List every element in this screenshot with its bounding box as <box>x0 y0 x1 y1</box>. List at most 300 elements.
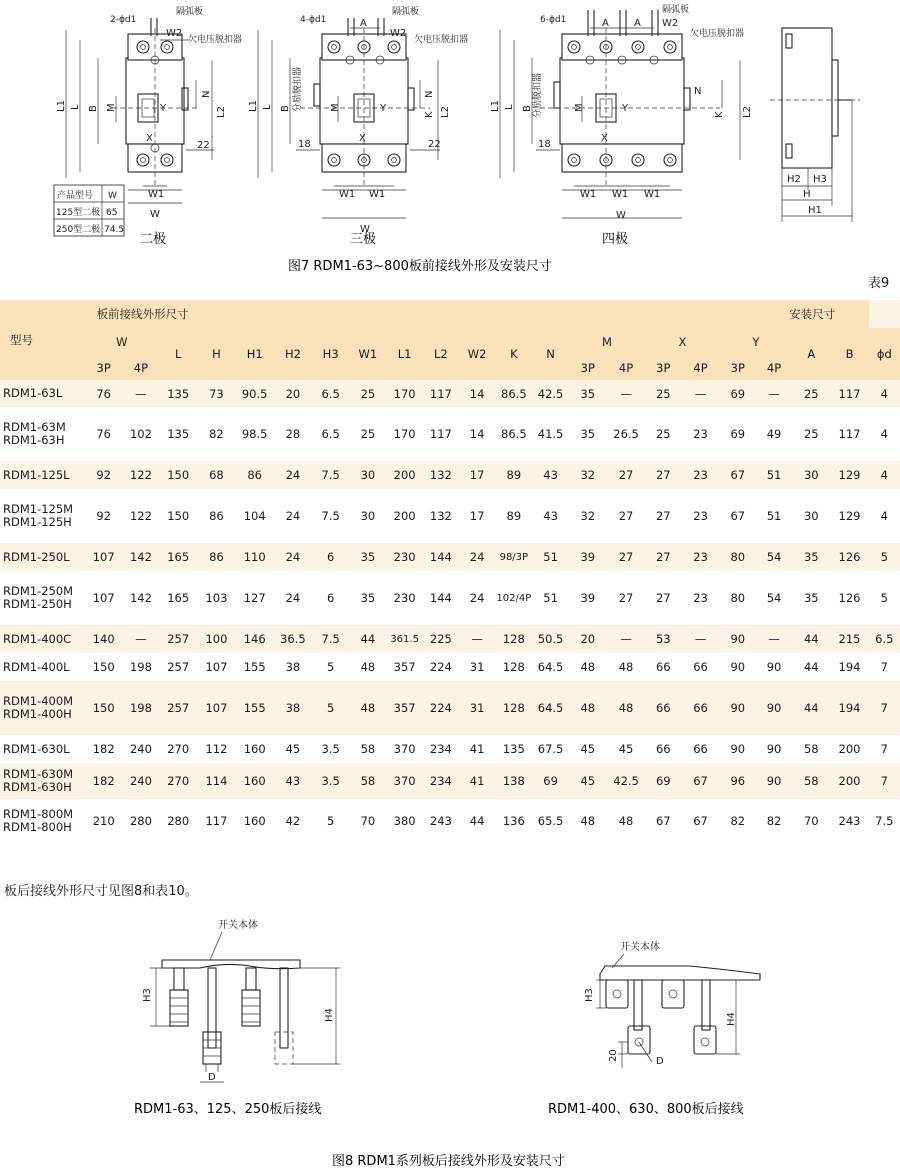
value-cell: 110 <box>243 550 266 564</box>
value-cell: 35 <box>803 550 819 564</box>
four-pole-label: 四极 <box>602 232 629 247</box>
rear-wiring-left-drawing <box>142 918 340 1083</box>
header-l2: L2 <box>423 328 459 380</box>
four-pole-dim18: 18 <box>538 139 551 150</box>
three-pole-dim18: 18 <box>298 139 311 150</box>
model-name: RDM1-125H <box>3 515 72 529</box>
value-cell: 69 <box>730 386 746 401</box>
value-cell: 92 <box>96 468 111 482</box>
value-cell: 90 <box>766 774 782 788</box>
svg-text:X: X <box>359 133 366 144</box>
model-cell <box>0 407 85 461</box>
value-cell: 5 <box>869 571 900 625</box>
value-cell: 144 <box>429 550 452 564</box>
three-pole-drawing <box>248 5 468 235</box>
dimension-table <box>0 300 900 843</box>
value-cell: 103 <box>197 571 235 625</box>
value-cell: 90 <box>720 653 756 681</box>
value-cell: 5 <box>880 550 888 564</box>
value-cell: 69 <box>720 407 756 461</box>
value-cell: 17 <box>459 489 495 543</box>
value-cell: 102/4P <box>495 571 532 625</box>
value-cell: 155 <box>236 653 274 681</box>
model-cell <box>0 763 85 799</box>
value-cell: 39 <box>569 571 607 625</box>
value-cell: 126 <box>838 550 861 564</box>
value-cell: 27 <box>618 468 634 482</box>
value-cell: 25 <box>349 407 386 461</box>
value-cell: 51 <box>766 468 782 482</box>
header-y-3p: 3P <box>720 355 756 380</box>
svg-text:W2: W2 <box>662 18 679 29</box>
value-cell: 90 <box>720 735 756 763</box>
value-cell: 54 <box>766 550 782 564</box>
value-cell: 165 <box>167 550 190 564</box>
value-cell: 27 <box>645 489 681 543</box>
value-cell: 129 <box>838 468 861 482</box>
value-cell: 200 <box>838 774 861 788</box>
value-cell: 370 <box>393 774 416 788</box>
value-cell: 82 <box>197 407 235 461</box>
model-name: RDM1-125L <box>3 467 70 482</box>
value-cell: 230 <box>393 550 416 564</box>
header-w1: W1 <box>349 328 386 380</box>
model-name: RDM1-400M <box>3 694 74 708</box>
value-cell: 53 <box>655 632 671 646</box>
value-cell: 49 <box>756 407 792 461</box>
value-cell: 155 <box>243 701 266 715</box>
value-cell: 23 <box>681 489 719 543</box>
value-cell: 45 <box>569 735 607 763</box>
value-cell: — <box>694 632 707 646</box>
model-cell <box>0 681 85 735</box>
svg-text:Y: Y <box>160 103 167 114</box>
value-cell: 64.5 <box>532 653 568 681</box>
model-name: RDM1-250H <box>3 597 72 611</box>
svg-text:K: K <box>424 111 435 118</box>
value-cell: 24 <box>274 489 312 543</box>
left-dim-d: D <box>208 1072 216 1083</box>
value-cell: 32 <box>580 468 596 482</box>
mini-table-row-2-model: 250型二极 <box>56 225 101 235</box>
two-pole-arc-plate-label: 隔弧板 <box>176 7 204 17</box>
value-cell: 67 <box>720 489 756 543</box>
model-cell <box>0 489 85 543</box>
value-cell: 67.5 <box>532 735 568 763</box>
value-cell: 6.5 <box>321 386 340 401</box>
value-cell: 86.5 <box>495 407 532 461</box>
value-cell: 224 <box>423 653 459 681</box>
value-cell: 41.5 <box>532 407 568 461</box>
value-cell: 66 <box>645 653 681 681</box>
value-cell: 24 <box>274 571 312 625</box>
model-cell <box>0 571 85 625</box>
three-pole-arc-plate-label: 隔弧板 <box>392 7 420 17</box>
value-cell: 24 <box>285 468 301 482</box>
three-pole-undervoltage-label: 欠电压脱扣器 <box>414 35 469 45</box>
svg-text:W1: W1 <box>369 189 386 200</box>
table-row <box>0 735 900 763</box>
svg-text:W: W <box>150 209 160 220</box>
value-cell: 160 <box>236 735 274 763</box>
header-w2: W2 <box>459 328 495 380</box>
value-cell: 243 <box>423 799 459 843</box>
value-cell: 165 <box>159 571 197 625</box>
value-cell: 132 <box>423 489 459 543</box>
value-cell: 107 <box>92 550 115 564</box>
value-cell: 48 <box>607 799 645 843</box>
value-cell: 69 <box>543 774 558 788</box>
value-cell: 25 <box>645 407 681 461</box>
value-cell: 89 <box>495 489 532 543</box>
value-cell: 117 <box>830 407 868 461</box>
header-m-3p: 3P <box>569 355 607 380</box>
value-cell: 50.5 <box>537 632 564 646</box>
four-pole-drawing <box>490 3 753 221</box>
value-cell: 7 <box>880 774 888 788</box>
svg-text:A: A <box>360 18 367 29</box>
value-cell: 66 <box>693 701 708 715</box>
value-cell: 42.5 <box>537 386 564 401</box>
value-cell: 24 <box>285 550 301 564</box>
value-cell: 67 <box>645 799 681 843</box>
value-cell: 86.5 <box>501 386 527 401</box>
two-pole-undervoltage-label: 欠电压脱扣器 <box>188 35 243 45</box>
value-cell: 7 <box>869 735 900 763</box>
value-cell: 66 <box>681 653 719 681</box>
svg-text:L1: L1 <box>56 100 67 112</box>
value-cell: 127 <box>236 571 274 625</box>
value-cell: 135 <box>167 386 190 401</box>
svg-text:H1: H1 <box>808 205 822 216</box>
header-n: N <box>532 328 568 380</box>
three-pole-dim22: 22 <box>428 139 441 150</box>
value-cell: 65.5 <box>532 799 568 843</box>
value-cell: 73 <box>209 386 224 401</box>
value-cell: 6.5 <box>875 632 894 646</box>
svg-text:Y: Y <box>380 103 387 114</box>
value-cell: 76 <box>96 386 111 401</box>
table-row <box>0 461 900 489</box>
value-cell: — <box>694 386 707 401</box>
value-cell: 90 <box>730 701 746 715</box>
value-cell: 96 <box>730 774 746 788</box>
header-install-group: 安装尺寸 <box>756 300 869 328</box>
value-cell: 4 <box>880 468 888 482</box>
value-cell: — <box>768 632 780 646</box>
header-w-4p: 4P <box>123 355 159 380</box>
svg-text:N: N <box>694 86 702 97</box>
value-cell: 66 <box>655 701 671 715</box>
value-cell: 136 <box>495 799 532 843</box>
model-name: RDM1-63L <box>3 386 63 400</box>
value-cell: 90 <box>756 653 792 681</box>
value-cell: 117 <box>429 386 452 401</box>
table-row <box>0 571 900 625</box>
value-cell: 24 <box>459 571 495 625</box>
value-cell: 107 <box>85 571 123 625</box>
svg-text:Y: Y <box>622 103 629 114</box>
value-cell: 14 <box>459 407 495 461</box>
value-cell: 20 <box>285 386 301 401</box>
value-cell: 102 <box>123 407 159 461</box>
svg-text:W1: W1 <box>580 189 597 200</box>
table-row <box>0 625 900 653</box>
mini-model-table <box>54 185 124 236</box>
value-cell: 48 <box>569 799 607 843</box>
header-d: ϕd <box>869 328 900 380</box>
value-cell: 4 <box>880 386 888 401</box>
svg-text:H2: H2 <box>787 174 801 185</box>
value-cell: 48 <box>607 653 645 681</box>
svg-text:B: B <box>522 105 533 112</box>
svg-text:L2: L2 <box>216 106 227 118</box>
table9-label: 表9 <box>868 276 890 291</box>
value-cell: 44 <box>792 653 830 681</box>
value-cell: 27 <box>655 468 671 482</box>
table-row <box>0 489 900 543</box>
table-row <box>0 653 900 681</box>
value-cell: 42.5 <box>613 774 639 788</box>
header-outline-group: 板前接线外形尺寸 <box>85 300 756 328</box>
model-name: RDM1-630H <box>3 780 72 794</box>
value-cell: 35 <box>792 571 830 625</box>
value-cell: 122 <box>123 489 159 543</box>
value-cell: 42 <box>274 799 312 843</box>
svg-text:X: X <box>601 133 608 144</box>
value-cell: 67 <box>730 468 746 482</box>
value-cell: 5 <box>312 799 349 843</box>
value-cell: 182 <box>92 774 115 788</box>
value-cell: 30 <box>360 468 376 482</box>
two-pole-hole-label: 2-ϕd1 <box>110 15 137 25</box>
value-cell: 128 <box>502 701 525 715</box>
model-cell <box>0 380 85 407</box>
model-name: RDM1-800M <box>3 807 74 821</box>
model-name: RDM1-400C <box>3 631 72 646</box>
value-cell: 45 <box>580 774 596 788</box>
value-cell: 23 <box>681 571 719 625</box>
four-pole-shunt-label: 分励脱扣器 <box>533 72 543 118</box>
value-cell: 25 <box>360 386 376 401</box>
model-name: RDM1-630L <box>3 741 70 756</box>
value-cell: 380 <box>387 799 423 843</box>
value-cell: 51 <box>532 571 568 625</box>
value-cell: — <box>135 632 147 646</box>
value-cell: — <box>135 386 147 401</box>
value-cell: 48 <box>569 653 607 681</box>
header-y-4p: 4P <box>756 355 792 380</box>
value-cell: 200 <box>387 489 423 543</box>
value-cell: 5 <box>312 653 349 681</box>
three-pole-hole-label: 4-ϕd1 <box>300 15 327 25</box>
value-cell: 243 <box>830 799 868 843</box>
value-cell: 45 <box>607 735 645 763</box>
value-cell: 160 <box>236 799 274 843</box>
header-m-4p: 4P <box>607 355 645 380</box>
value-cell: 230 <box>387 571 423 625</box>
mini-table-header-w: W <box>108 191 117 201</box>
value-cell: 7.5 <box>869 799 900 843</box>
value-cell: 31 <box>469 701 485 715</box>
value-cell: 7.5 <box>321 632 340 646</box>
header-w: W <box>85 328 159 355</box>
svg-text:W1: W1 <box>612 189 629 200</box>
table-row <box>0 763 900 799</box>
table-row <box>0 681 900 735</box>
svg-text:M: M <box>330 103 341 112</box>
svg-text:L2: L2 <box>742 106 753 118</box>
header-h1: H1 <box>236 328 274 380</box>
value-cell: 58 <box>803 774 819 788</box>
right-caption: RDM1-400、630、800板后接线 <box>548 1102 744 1117</box>
value-cell: 89 <box>506 468 522 482</box>
value-cell: 270 <box>159 735 197 763</box>
value-cell: 150 <box>85 653 123 681</box>
svg-text:M: M <box>106 103 117 112</box>
table-body <box>0 380 900 843</box>
value-cell: 44 <box>803 701 819 715</box>
model-name: RDM1-125M <box>3 502 74 516</box>
value-cell: 86 <box>247 468 262 482</box>
svg-text:N: N <box>424 90 435 98</box>
figure8-caption: 图8 RDM1系列板后接线外形及安装尺寸 <box>332 1154 565 1169</box>
svg-text:W: W <box>360 224 370 235</box>
value-cell: 357 <box>393 701 416 715</box>
svg-text:W: W <box>616 210 626 221</box>
value-cell: 44 <box>459 799 495 843</box>
svg-text:L1: L1 <box>490 100 501 112</box>
value-cell: 92 <box>85 489 123 543</box>
svg-text:L: L <box>504 104 515 110</box>
value-cell: 25 <box>655 386 671 401</box>
value-cell: 86 <box>197 489 235 543</box>
mini-table-row-1-w: 65 <box>106 208 118 218</box>
value-cell: 38 <box>285 701 301 715</box>
model-name: RDM1-63M <box>3 420 66 434</box>
rear-wiring-right-drawing <box>584 940 760 1068</box>
header-k: K <box>495 328 532 380</box>
value-cell: 30 <box>792 489 830 543</box>
svg-text:L1: L1 <box>248 100 259 112</box>
value-cell: 135 <box>159 407 197 461</box>
header-h: H <box>197 328 235 380</box>
value-cell: 35 <box>569 407 607 461</box>
value-cell: 160 <box>243 774 266 788</box>
model-name: RDM1-400H <box>3 707 72 721</box>
value-cell: 76 <box>85 407 123 461</box>
svg-text:N: N <box>201 90 212 98</box>
three-pole-shunt-label: 分励脱扣器 <box>293 66 303 112</box>
value-cell: 25 <box>803 386 819 401</box>
value-cell: 70 <box>349 799 386 843</box>
header-l: L <box>159 328 197 380</box>
value-cell: — <box>471 632 483 646</box>
table-row <box>0 543 900 571</box>
value-cell: 27 <box>618 550 634 564</box>
value-cell: 70 <box>792 799 830 843</box>
header-model: 型号 <box>0 300 85 380</box>
svg-text:L: L <box>262 104 273 110</box>
value-cell: 142 <box>129 550 152 564</box>
value-cell: 86 <box>209 550 224 564</box>
value-cell: 90 <box>730 632 746 646</box>
svg-text:H: H <box>803 189 811 200</box>
value-cell: 234 <box>423 735 459 763</box>
value-cell: 67 <box>693 774 708 788</box>
header-x-4p: 4P <box>681 355 719 380</box>
value-cell: 210 <box>85 799 123 843</box>
side-view-drawing <box>770 28 860 222</box>
figure7-drawings <box>0 0 900 274</box>
value-cell: 27 <box>655 550 671 564</box>
value-cell: 117 <box>423 407 459 461</box>
svg-text:X: X <box>146 133 153 144</box>
value-cell: 27 <box>607 571 645 625</box>
value-cell: 43 <box>532 489 568 543</box>
value-cell: 6 <box>327 550 335 564</box>
value-cell: 150 <box>159 489 197 543</box>
value-cell: 20 <box>580 632 596 646</box>
header-x-3p: 3P <box>645 355 681 380</box>
value-cell: 138 <box>502 774 525 788</box>
value-cell: 58 <box>360 774 376 788</box>
value-cell: 98/3P <box>499 551 529 563</box>
value-cell: 68 <box>209 468 224 482</box>
header-h3: H3 <box>312 328 349 380</box>
value-cell: 182 <box>85 735 123 763</box>
model-cell <box>0 735 85 763</box>
value-cell: 25 <box>792 407 830 461</box>
value-cell: 48 <box>360 701 376 715</box>
value-cell: 48 <box>580 701 596 715</box>
value-cell: 36.5 <box>280 632 306 646</box>
value-cell: 44 <box>803 632 819 646</box>
right-dim-20: 20 <box>608 1049 619 1062</box>
value-cell: 43 <box>285 774 301 788</box>
value-cell: 194 <box>838 701 861 715</box>
rear-wiring-note: 板后接线外形尺寸见图8和表10。 <box>4 884 198 899</box>
left-dim-h4: H4 <box>324 1008 335 1022</box>
value-cell: 215 <box>838 632 861 646</box>
value-cell: 45 <box>274 735 312 763</box>
right-dim-h4: H4 <box>726 1012 737 1026</box>
value-cell: 257 <box>167 701 190 715</box>
value-cell: 194 <box>830 653 868 681</box>
svg-text:B: B <box>88 105 99 112</box>
value-cell: 48 <box>618 701 634 715</box>
svg-text:B: B <box>280 105 291 112</box>
svg-text:L2: L2 <box>440 106 451 118</box>
figure8-drawings <box>0 900 900 1169</box>
svg-text:H3: H3 <box>813 174 827 185</box>
value-cell: 98.5 <box>236 407 274 461</box>
value-cell: 35 <box>360 550 376 564</box>
value-cell: 126 <box>830 571 868 625</box>
value-cell: 90 <box>756 735 792 763</box>
value-cell: 370 <box>387 735 423 763</box>
value-cell: 170 <box>387 407 423 461</box>
value-cell: 150 <box>92 701 115 715</box>
model-name: RDM1-63H <box>3 433 65 447</box>
value-cell: 107 <box>197 653 235 681</box>
value-cell: 6 <box>312 571 349 625</box>
value-cell: 132 <box>429 468 452 482</box>
value-cell: 27 <box>607 489 645 543</box>
value-cell: 140 <box>92 632 115 646</box>
value-cell: 200 <box>393 468 416 482</box>
value-cell: 26.5 <box>607 407 645 461</box>
